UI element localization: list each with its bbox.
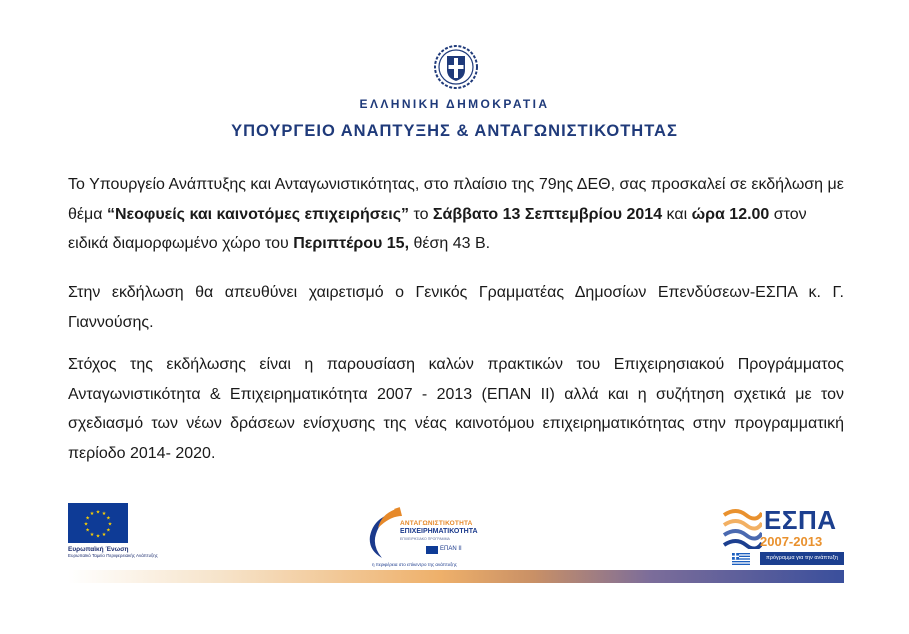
event-topic: “Νεοφυείς και καινοτόμες επιχειρήσεις” — [106, 205, 410, 223]
greeting-paragraph: Στην εκδήλωση θα απευθύνει χαιρετισμό ο Γενικός Γραμματέας Δημοσίων Επενδύσεων-ΕΣΠΑ κ. Γ. Γιαννούσης. — [68, 284, 844, 331]
eu-small-flag-icon — [426, 546, 438, 554]
event-place: Περιπτέρου 15, — [293, 235, 410, 253]
republic-title: ΕΛΛΗΝΙΚΗ ΔΗΜΟΚΡΑΤΙΑ — [359, 97, 550, 111]
eu-star: ★ — [106, 515, 111, 522]
eu-logo — [68, 503, 158, 569]
eu-star: ★ — [95, 533, 101, 540]
invitation-paragraph: Το Υπουργείο Ανάπτυξης και Ανταγωνιστικότητας, στο πλαίσιο της 79ης ΔΕΘ, σας προσκαλεί σε εκδήλωση με θέμα “Νεοφυείς και καινοτόμες επιχειρήσεις” το Σάββατο 13 Σεπτεμβρίου 2014 και ώρα 12.00 στον ειδικά διαμορφωμένο χώρο του Περιπτέρου 15, θέση 43 Β. — [68, 176, 844, 253]
epan-line2: ΕΠΙΧΕΙΡΗΜΑΤΙΚΟΤΗΤΑ — [400, 528, 478, 535]
eu-star: ★ — [101, 531, 107, 538]
epan-logo — [362, 502, 492, 570]
espa-tagline: πρόγραμμα για την ανάπτυξη — [766, 555, 838, 561]
espa-years: 2007-2013 — [760, 534, 823, 549]
eu-flag-icon — [68, 503, 128, 543]
eu-star: ★ — [106, 527, 111, 534]
goal-paragraph: Στόχος της εκδήλωσης είναι η παρουσίαση καλών πρακτικών του Επιχειρησιακού Προγράμματος Ανταγωνιστικότητα & Επιχειρηματικότητα 2007 - 2013 (ΕΠΑΝ ΙΙ) αλλά και η συζήτηση σχετικά με τον σχεδιασμό των νέων δράσεων ενίσχυσης της νέας καινοτόμου επιχειρηματικότητας στην προγραμματική περίοδο 2014- 2020. — [68, 356, 844, 462]
eu-star: ★ — [101, 511, 107, 518]
espa-waves-icon — [722, 505, 762, 549]
eu-star: ★ — [89, 531, 95, 538]
epan-line3: ΕΠΙΧΕΙΡΗΣΙΑΚΟ ΠΡΟΓΡΑΜΜΑ — [400, 537, 450, 541]
eu-caption: Ευρωπαϊκή Ένωση — [68, 546, 129, 553]
epan-line1: ΑΝΤΑΓΩΝΙΣΤΙΚΟΤΗΤΑ — [400, 520, 473, 527]
espa-title: ΕΣΠΑ — [764, 505, 837, 535]
greek-coat-of-arms-icon — [433, 44, 479, 90]
espa-tagline-bar — [760, 552, 844, 565]
espa-logo — [722, 503, 844, 569]
epan-swoosh-icon — [364, 506, 404, 562]
ministry-title: ΥΠΟΥΡΓΕΙΟ ΑΝΑΠΤΥΞΗΣ & ΑΝΤΑΓΩΝΙΣΤΙΚΟΤΗΤΑΣ — [231, 122, 678, 140]
eu-star: ★ — [89, 511, 95, 518]
eu-star: ★ — [85, 527, 90, 534]
footer-gradient-bar — [68, 570, 844, 583]
eu-subcaption: Ευρωπαϊκό Ταμείο Περιφερειακής Ανάπτυξης — [68, 553, 158, 558]
eu-star: ★ — [95, 509, 101, 516]
greek-flag-icon — [732, 553, 750, 565]
eu-star: ★ — [85, 515, 90, 522]
eu-star: ★ — [83, 521, 89, 528]
event-time: ώρα 12.00 — [691, 205, 770, 223]
event-date: Σάββατο 13 Σεπτεμβρίου 2014 — [432, 205, 663, 223]
eu-star: ★ — [107, 521, 113, 528]
epan-label: ΕΠΑΝ ΙΙ — [440, 546, 462, 552]
epan-footer: η περιφέρεια στο επίκεντρο της ανάπτυξης — [372, 562, 457, 567]
